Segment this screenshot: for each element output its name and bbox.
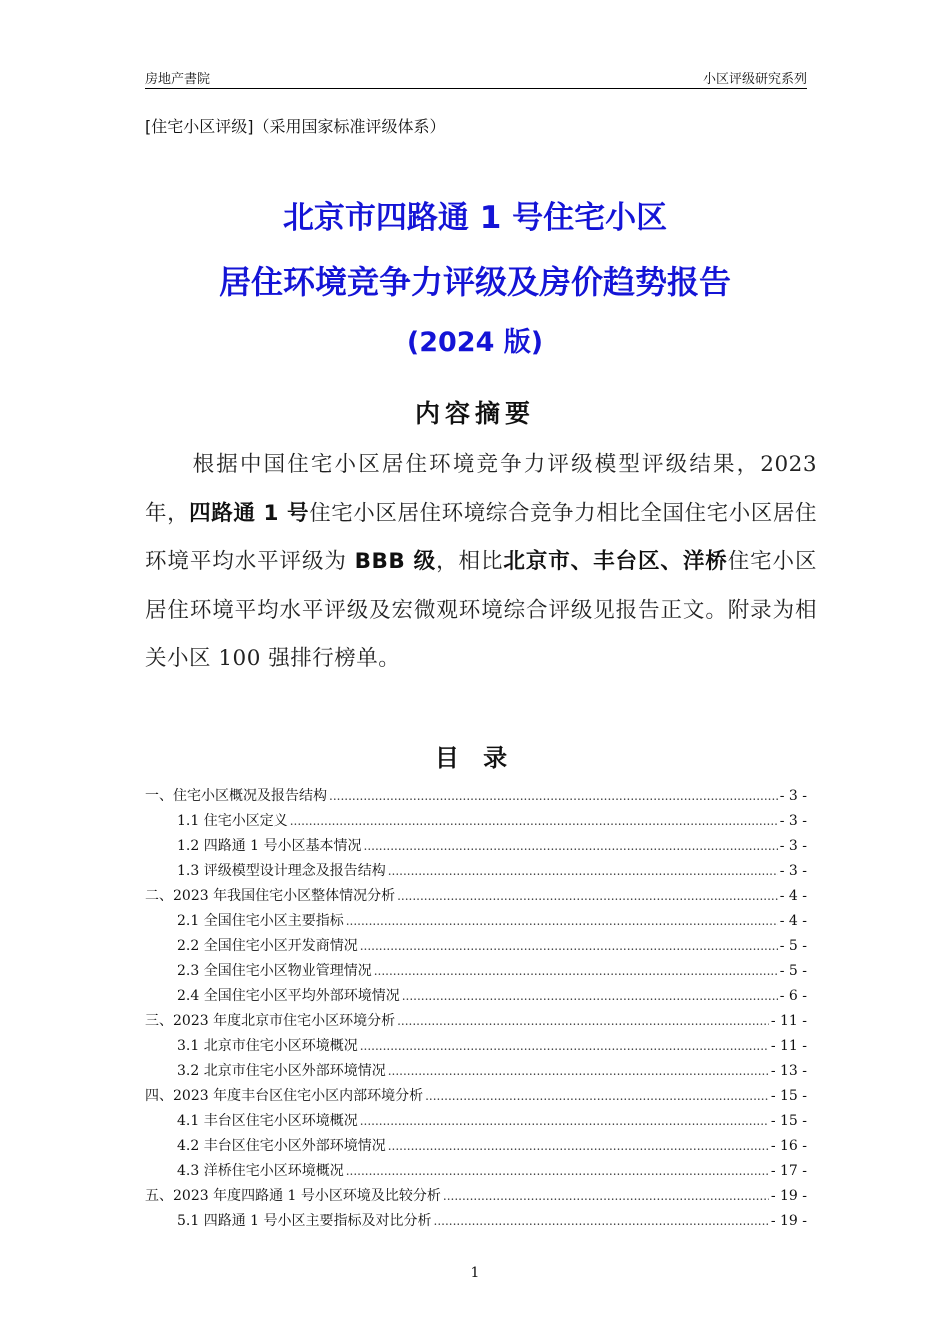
page-number: 1 — [470, 1265, 480, 1281]
toc-entry-page: - 5 - — [779, 938, 807, 954]
toc-entry[interactable] — [145, 1134, 807, 1159]
toc-entry-label: 2.2 全国住宅小区开发商情况 — [177, 938, 358, 954]
toc-leader-dots — [290, 809, 778, 834]
toc-entry-page: - 3 - — [779, 838, 807, 854]
toc-leader-dots — [360, 1109, 769, 1134]
toc-entry-page: - 3 - — [779, 788, 807, 804]
toc-entry[interactable] — [145, 909, 807, 934]
toc-leader-dots — [443, 1184, 769, 1209]
toc-entry-label: 一、住宅小区概况及报告结构 — [145, 788, 327, 804]
table-of-contents — [145, 784, 807, 1234]
toc-entry-label: 1.2 四路通 1 号小区基本情况 — [177, 838, 362, 854]
toc-entry[interactable] — [145, 884, 807, 909]
toc-entry-label: 5.1 四路通 1 号小区主要指标及对比分析 — [177, 1213, 432, 1229]
report-edition: (2024 版) — [406, 327, 544, 358]
abstract-text-2: 住宅小区居住环境综合竞争力相比全国住宅小区居住环境平均水平评级为 — [145, 500, 817, 574]
toc-entry[interactable] — [145, 1059, 807, 1084]
toc-leader-dots — [388, 1134, 769, 1159]
toc-entry-page: - 3 - — [779, 813, 807, 829]
report-title-line-1: 北京市四路通 1 号住宅小区 — [282, 200, 668, 236]
abstract-regions: 北京市、丰台区、洋桥 — [503, 549, 728, 574]
toc-entry[interactable] — [145, 809, 807, 834]
toc-entry-label: 1.3 评级模型设计理念及报告结构 — [177, 863, 386, 879]
toc-leader-dots — [425, 1084, 769, 1109]
toc-leader-dots — [388, 859, 778, 884]
toc-entry[interactable] — [145, 859, 807, 884]
toc-entry-label: 2.4 全国住宅小区平均外部环境情况 — [177, 988, 400, 1004]
toc-leader-dots — [329, 784, 778, 809]
abstract-rating: BBB 级 — [354, 549, 437, 574]
toc-entry[interactable] — [145, 834, 807, 859]
toc-entry-page: - 3 - — [779, 863, 807, 879]
toc-entry-label: 4.2 丰台区住宅小区外部环境情况 — [177, 1138, 386, 1154]
toc-entry-page: - 5 - — [779, 963, 807, 979]
toc-entry-page: - 19 - — [770, 1188, 807, 1204]
toc-leader-dots — [388, 1059, 769, 1084]
toc-leader-dots — [397, 1009, 769, 1034]
abstract-text-3: ，相比 — [436, 549, 504, 574]
publisher-name: 房地产書院 — [145, 72, 211, 87]
toc-entry-label: 五、2023 年度四路通 1 号小区环境及比较分析 — [145, 1188, 441, 1204]
toc-entry[interactable] — [145, 1159, 807, 1184]
running-header — [145, 66, 807, 89]
toc-entry-page: - 4 - — [779, 913, 807, 929]
toc-leader-dots — [360, 934, 778, 959]
toc-entry-page: - 17 - — [770, 1163, 807, 1179]
toc-entry[interactable] — [145, 1034, 807, 1059]
report-category: [住宅小区评级]（采用国家标准评级体系） — [145, 117, 446, 136]
toc-entry[interactable] — [145, 934, 807, 959]
toc-entry-page: - 15 - — [770, 1113, 807, 1129]
toc-entry-label: 四、2023 年度丰台区住宅小区内部环境分析 — [145, 1088, 424, 1104]
abstract-text-1: 根据中国住宅小区居住环境竞争力评级模型评级结果，2023 年， — [145, 452, 817, 526]
toc-leader-dots — [364, 834, 778, 859]
toc-entry-page: - 15 - — [770, 1088, 807, 1104]
toc-leader-dots — [346, 1159, 769, 1184]
toc-entry[interactable] — [145, 984, 807, 1009]
toc-entry[interactable] — [145, 1009, 807, 1034]
toc-entry[interactable] — [145, 1209, 807, 1234]
toc-entry-page: - 4 - — [779, 888, 807, 904]
toc-entry[interactable] — [145, 1184, 807, 1209]
toc-heading: 目 录 — [434, 744, 516, 772]
toc-entry-page: - 6 - — [779, 988, 807, 1004]
toc-entry-label: 三、2023 年度北京市住宅小区环境分析 — [145, 1013, 396, 1029]
toc-entry-page: - 16 - — [770, 1138, 807, 1154]
abstract-text-4: 住宅小区居住环境平均水平评级及宏微观环境综合评级见报告正文。附录为相关小区 100 强排行榜单。 — [145, 549, 817, 671]
toc-entry-label: 二、2023 年我国住宅小区整体情况分析 — [145, 888, 396, 904]
abstract-community-name: 四路通 1 号 — [189, 500, 310, 526]
abstract-heading: 内容摘要 — [414, 399, 535, 428]
toc-leader-dots — [374, 959, 778, 984]
toc-entry-label: 2.1 全国住宅小区主要指标 — [177, 913, 344, 929]
toc-leader-dots — [402, 984, 778, 1009]
toc-entry-page: - 19 - — [770, 1213, 807, 1229]
toc-entry-page: - 13 - — [770, 1063, 807, 1079]
abstract-paragraph — [145, 441, 817, 684]
toc-entry-label: 3.1 北京市住宅小区环境概况 — [177, 1038, 358, 1054]
toc-entry[interactable] — [145, 784, 807, 809]
toc-leader-dots — [346, 909, 778, 934]
toc-entry-page: - 11 - — [770, 1013, 807, 1029]
toc-leader-dots — [360, 1034, 769, 1059]
toc-entry[interactable] — [145, 1109, 807, 1134]
toc-entry-label: 4.3 洋桥住宅小区环境概况 — [177, 1163, 344, 1179]
toc-entry-page: - 11 - — [770, 1038, 807, 1054]
series-name: 小区评级研究系列 — [702, 72, 807, 87]
toc-entry[interactable] — [145, 959, 807, 984]
toc-entry-label: 1.1 住宅小区定义 — [177, 813, 288, 829]
toc-entry-label: 2.3 全国住宅小区物业管理情况 — [177, 963, 372, 979]
report-title-line-2: 居住环境竞争力评级及房价趋势报告 — [218, 263, 731, 301]
toc-entry[interactable] — [145, 1084, 807, 1109]
toc-leader-dots — [434, 1209, 769, 1234]
toc-entry-label: 4.1 丰台区住宅小区环境概况 — [177, 1113, 358, 1129]
toc-entry-label: 3.2 北京市住宅小区外部环境情况 — [177, 1063, 386, 1079]
toc-leader-dots — [397, 884, 778, 909]
